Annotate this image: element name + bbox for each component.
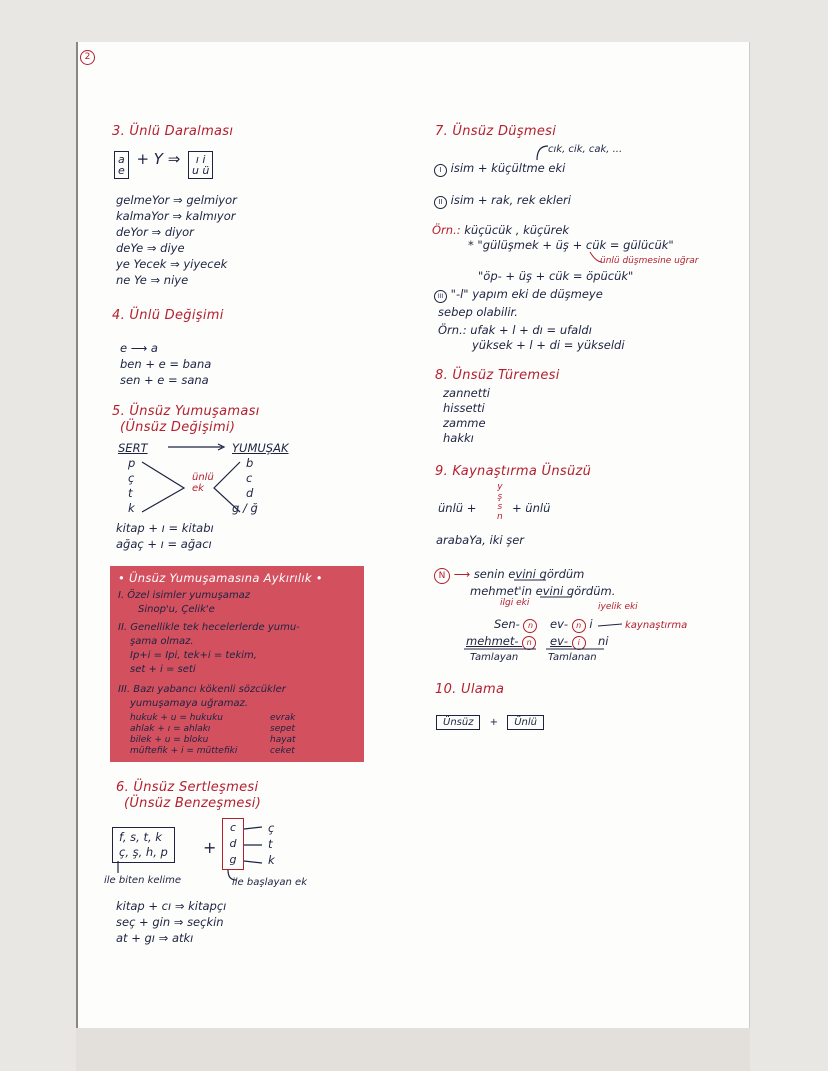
buffer-right: + ünlü bbox=[512, 501, 551, 515]
vowel-box: Ünlü bbox=[507, 715, 544, 730]
example-line: kitap + ı = kitabı bbox=[116, 521, 214, 535]
note-arrow bbox=[590, 252, 602, 262]
exception-line: şama olmaz. bbox=[130, 636, 194, 647]
example-line: hakkı bbox=[443, 431, 474, 445]
exception-line: set + i = seti bbox=[130, 664, 196, 675]
example-line: sen + e = sana bbox=[120, 373, 209, 387]
example-line: deYe ⇒ diye bbox=[116, 241, 185, 255]
example-line: zannetti bbox=[443, 386, 490, 400]
example-text: küçücük , küçürek bbox=[464, 223, 570, 237]
section-5-subtitle: (Ünsüz Değişimi) bbox=[120, 420, 236, 435]
arrow-down-right bbox=[228, 870, 236, 880]
box-line: ç, ş, h, p bbox=[119, 845, 168, 859]
soft-letter: d bbox=[229, 837, 237, 850]
note-line-2: mehmet'in evini gördüm. bbox=[470, 584, 616, 598]
example-line: zamme bbox=[443, 416, 486, 430]
bracket-right bbox=[214, 462, 240, 512]
suffix-arrow bbox=[537, 146, 548, 160]
exception-example: hukuk + u = hukuku bbox=[130, 713, 224, 723]
hard-t: t bbox=[128, 486, 133, 500]
arrow-c bbox=[244, 827, 262, 829]
exception-word: sepet bbox=[270, 724, 296, 734]
note-line: senin evini gördüm bbox=[473, 567, 585, 581]
example-line: kalmaYor ⇒ kalmıyor bbox=[116, 209, 236, 223]
section-5-title: 5. Ünsüz Yumuşaması bbox=[112, 404, 260, 419]
soft-b: b bbox=[246, 456, 254, 470]
hard-c: ç bbox=[128, 471, 135, 485]
exception-word: evrak bbox=[270, 713, 296, 723]
caption-starting: ile başlayan ek bbox=[232, 877, 307, 888]
section-6-subtitle: (Ünsüz Benzeşmesi) bbox=[124, 796, 262, 811]
rule-3-continued: sebep olabilir. bbox=[438, 305, 518, 319]
example-line: e ⟶ a bbox=[120, 341, 158, 355]
exception-word: ceket bbox=[270, 746, 295, 756]
example-4: Örn.: ufak + l + dı = ufaldı bbox=[438, 323, 592, 337]
example-line: hissetti bbox=[443, 401, 485, 415]
suffix-circle: n bbox=[523, 619, 537, 633]
exception-line: I. Özel isimler yumuşamaz bbox=[118, 590, 251, 601]
suffix-circle: n bbox=[572, 619, 586, 633]
col-soft-header: YUMUŞAK bbox=[232, 441, 289, 455]
soft-d: d bbox=[246, 486, 254, 500]
plus-sign: + bbox=[489, 717, 499, 728]
plus-y: + Y ⇒ bbox=[136, 150, 181, 168]
example-line: deYor ⇒ diyor bbox=[116, 225, 194, 239]
buffer-letter: n bbox=[497, 512, 503, 522]
example-line: kitap + cı ⇒ kitapçı bbox=[116, 899, 227, 913]
consonant-box: Ünsüz bbox=[436, 715, 480, 730]
col-hard-header: SERT bbox=[118, 441, 148, 455]
hard-letter: k bbox=[268, 853, 275, 867]
word-stem: Sen- bbox=[494, 617, 520, 631]
exception-example: müftefik + i = müttefiki bbox=[130, 746, 238, 756]
section-10-title: 10. Ulama bbox=[435, 682, 505, 697]
roman-1-icon: I bbox=[434, 164, 447, 177]
soft-g: g / ğ bbox=[232, 501, 258, 515]
exception-line: Ip+i = Ipi, tek+i = tekim, bbox=[130, 650, 257, 661]
vowel-suffix-note: ünlü ek bbox=[192, 472, 214, 494]
buffer-arrow bbox=[598, 624, 622, 626]
note-n-icon: N bbox=[434, 568, 450, 584]
exceptions-title: • Ünsüz Yumuşamasına Aykırılık • bbox=[118, 571, 323, 585]
suffix-i: i bbox=[589, 617, 593, 631]
example-5: yüksek + l + di = yükseldi bbox=[472, 338, 625, 352]
example-3: "öp- + üş + cük = öpücük" bbox=[478, 269, 634, 283]
roman-2-icon: II bbox=[434, 196, 447, 209]
example-text: * "gülüşmek + üş + cük = gülücük" bbox=[468, 238, 674, 252]
vowel-drop-note: ünlü düşmesine uğrar bbox=[600, 256, 699, 266]
word-stem: ev- bbox=[550, 617, 569, 631]
suffix-circle: n bbox=[522, 636, 536, 650]
section-3-title: 3. Ünlü Daralması bbox=[112, 124, 234, 139]
exception-example: ahlak + ı = ahlakı bbox=[130, 724, 211, 734]
buffer-letter: s bbox=[497, 502, 503, 512]
rule-text: "-l" yapım eki de düşmeye bbox=[450, 287, 603, 301]
section-6-title: 6. Ünsüz Sertleşmesi bbox=[116, 780, 259, 795]
example-line: seç + gin ⇒ seçkin bbox=[116, 915, 224, 929]
example-line: gelmeYor ⇒ gelmiyor bbox=[116, 193, 237, 207]
diminutive-suffixes: cık, cik, cak, ... bbox=[548, 144, 623, 155]
example-line: ne Ye ⇒ niye bbox=[116, 273, 189, 287]
word-stem: mehmet- bbox=[466, 634, 519, 648]
buffer-label: kaynaştırma bbox=[625, 620, 688, 631]
vowels-narrow-bottom: u ü bbox=[191, 164, 210, 177]
arrow-icon: ⟶ bbox=[453, 567, 471, 581]
hard-k: k bbox=[128, 501, 135, 515]
section-9-title: 9. Kaynaştırma Ünsüzü bbox=[435, 464, 592, 479]
arrow-g bbox=[244, 861, 262, 863]
example-line: at + gı ⇒ atkı bbox=[116, 931, 194, 945]
tamlanan-label: Tamlanan bbox=[548, 652, 597, 663]
word-stem: ev- bbox=[550, 634, 569, 648]
soft-letter: g bbox=[229, 853, 237, 866]
suffix-circle: i bbox=[572, 636, 586, 650]
bracket-left bbox=[142, 462, 184, 512]
section-9-example: arabaYa, iki şer bbox=[436, 533, 524, 547]
roman-3-icon: III bbox=[434, 290, 447, 303]
vowels-narrow-top: ı i bbox=[195, 153, 206, 166]
analysis-ni: ni bbox=[598, 634, 609, 648]
example-label: Örn.: bbox=[432, 223, 461, 237]
tamlayan-label: Tamlayan bbox=[470, 652, 519, 663]
exception-word: hayat bbox=[270, 735, 296, 745]
example-line: ağaç + ı = ağacı bbox=[116, 537, 212, 551]
soft-letter: c bbox=[229, 821, 237, 834]
hard-letter: t bbox=[268, 837, 273, 851]
exception-example: bilek + u = bloku bbox=[130, 735, 209, 745]
exception-line: III. Bazı yabancı kökenli sözcükler bbox=[118, 684, 286, 695]
example-line: ye Yecek ⇒ yiyecek bbox=[116, 257, 228, 271]
section-7-title: 7. Ünsüz Düşmesi bbox=[435, 124, 557, 139]
section-8-title: 8. Ünsüz Türemesi bbox=[435, 368, 560, 383]
buffer-left: ünlü + bbox=[438, 501, 477, 515]
exception-line: yumuşamaya uğramaz. bbox=[130, 698, 248, 709]
page-number: 2 bbox=[84, 52, 91, 62]
box-line: f, s, t, k bbox=[119, 830, 162, 844]
example-line: ben + e = bana bbox=[120, 357, 212, 371]
genitive-note: ilgi eki bbox=[500, 598, 530, 608]
hard-p: p bbox=[128, 456, 136, 470]
rule-text: isim + küçültme eki bbox=[450, 161, 566, 175]
possessive-note: iyelik eki bbox=[598, 602, 638, 612]
vowel-e: e bbox=[118, 164, 125, 177]
caption-ending: ile biten kelime bbox=[104, 875, 181, 886]
vowel-a: a bbox=[118, 153, 125, 166]
plus-sign: + bbox=[203, 838, 217, 857]
buffer-letter: ş bbox=[497, 492, 503, 502]
rule-text: isim + rak, rek ekleri bbox=[450, 193, 571, 207]
hard-letter: ç bbox=[268, 821, 275, 835]
exception-line: Sinop'u, Çelik'e bbox=[138, 604, 215, 615]
section-4-title: 4. Ünlü Değişimi bbox=[112, 308, 224, 323]
exception-line: II. Genellikle tek hecelerlerde yumu- bbox=[118, 622, 300, 633]
soft-c: c bbox=[246, 471, 253, 485]
buffer-letter: y bbox=[497, 482, 503, 492]
